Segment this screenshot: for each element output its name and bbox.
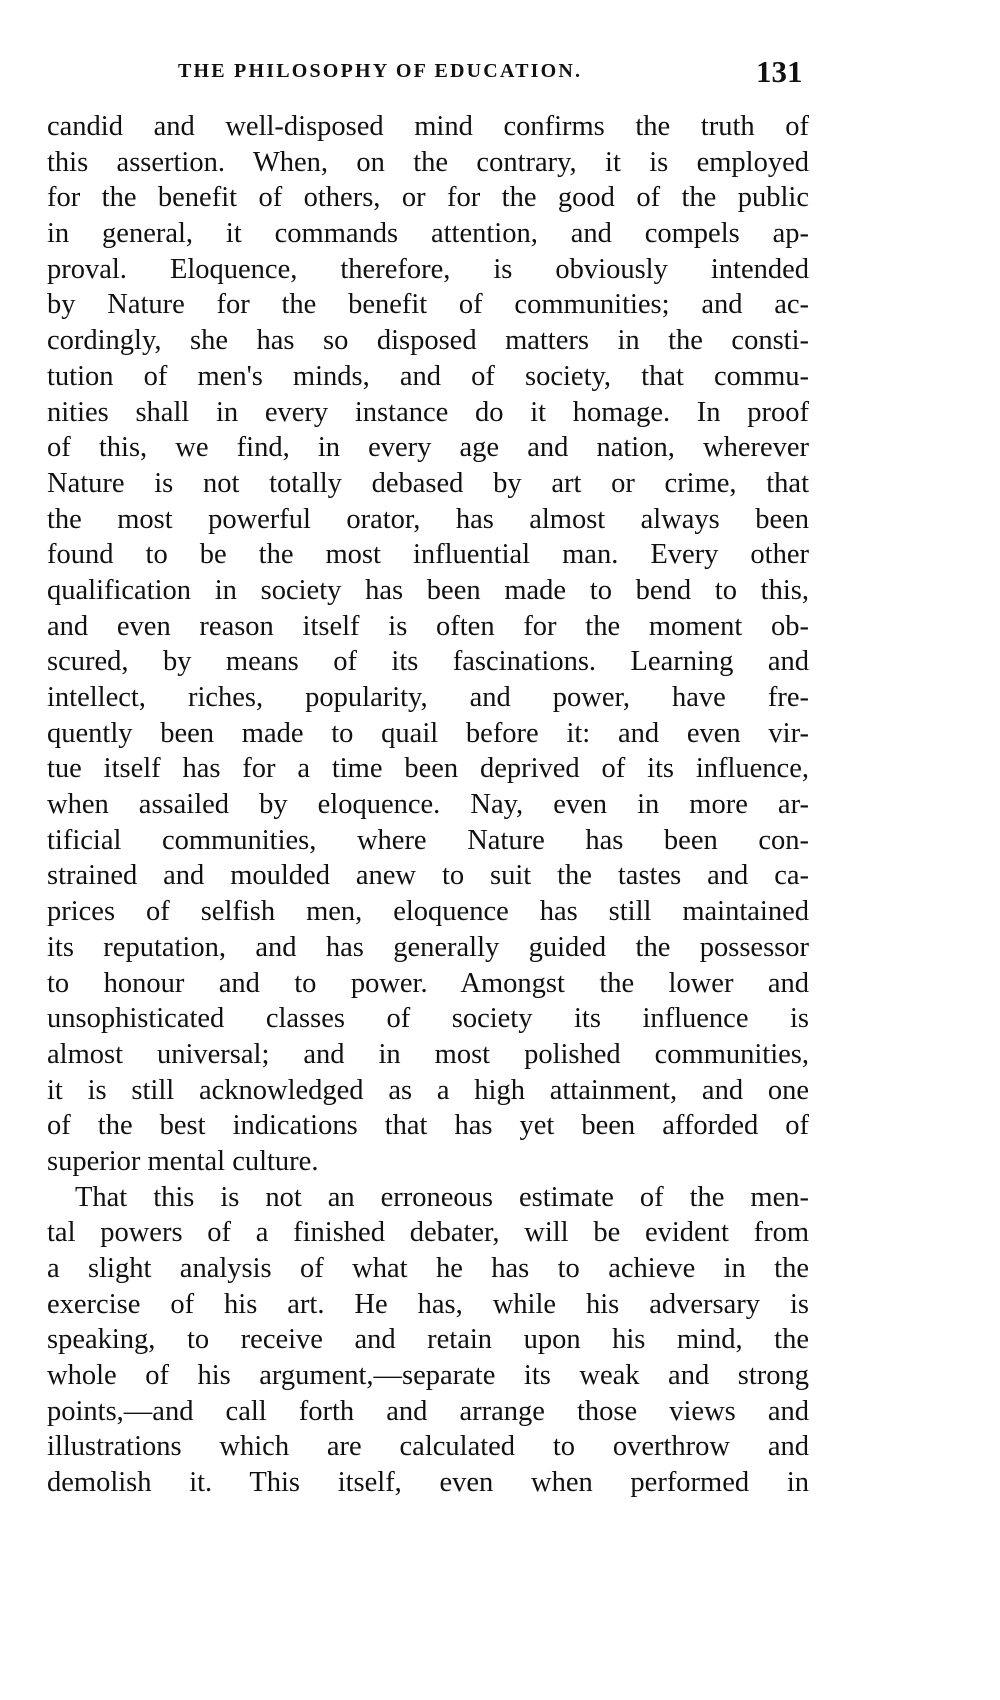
- text-line: tution of men's minds, and of society, that commu-: [47, 360, 809, 392]
- text-line: unsophisticated classes of society its influence is: [47, 1003, 809, 1035]
- text-line: by Nature for the benefit of communities; and ac-: [47, 289, 809, 321]
- text-line: to honour and to power. Amongst the lower and: [47, 967, 809, 999]
- text-line: when assailed by eloquence. Nay, even in more ar-: [47, 789, 809, 821]
- text-line: whole of his argument,—separate its weak and strong: [47, 1360, 809, 1392]
- text-line: almost universal; and in most polished communities,: [47, 1038, 809, 1070]
- text-line: intellect, riches, popularity, and power, have fre-: [47, 682, 809, 713]
- text-line: found to be the most influential man. Every other: [47, 539, 809, 571]
- text-line: That this is not an erroneous estimate of the men-: [75, 1181, 809, 1213]
- text-line: this assertion. When, on the contrary, it is employed: [47, 146, 809, 178]
- text-line: nities shall in every instance do it homage. In proof: [47, 396, 809, 428]
- body-text: [47, 109, 809, 1501]
- text-line: strained and moulded anew to suit the tastes and ca-: [47, 860, 809, 892]
- text-line: it is still acknowledged as a high attainment, and one: [47, 1074, 809, 1106]
- text-line: points,—and call forth and arrange those views and: [47, 1395, 809, 1427]
- text-line: speaking, to receive and retain upon his mind, the: [47, 1324, 809, 1356]
- text-line: candid and well-disposed mind confirms the truth of: [47, 111, 809, 142]
- text-line: demolish it. This itself, even when performed in: [47, 1467, 809, 1499]
- text-line: of the best indications that has yet been afforded of: [47, 1110, 809, 1142]
- text-line: prices of selfish men, eloquence has still maintained: [47, 896, 809, 928]
- text-line: of this, we find, in every age and nation, wherever: [47, 432, 809, 464]
- text-line: in general, it commands attention, and compels ap-: [47, 218, 809, 250]
- text-line: its reputation, and has generally guided the possessor: [47, 931, 809, 963]
- text-line: a slight analysis of what he has to achieve in the: [47, 1253, 809, 1284]
- page-number: 131: [756, 54, 803, 89]
- text-line: exercise of his art. He has, while his adversary is: [47, 1288, 809, 1320]
- text-line: tue itself has for a time been deprived of its influence,: [47, 753, 809, 785]
- paragraph: [47, 109, 809, 1180]
- text-line: superior mental culture.: [47, 1145, 319, 1177]
- text-line: for the benefit of others, or for the good of the public: [47, 182, 809, 214]
- text-line: the most powerful orator, has almost always been: [47, 503, 809, 535]
- text-line: and even reason itself is often for the moment ob-: [47, 610, 809, 642]
- text-line: scured, by means of its fascinations. Learning and: [47, 646, 809, 678]
- text-line: quently been made to quail before it: and even vir-: [47, 717, 809, 749]
- paragraph: [47, 1180, 809, 1501]
- text-line: proval. Eloquence, therefore, is obviously intended: [47, 253, 809, 285]
- running-head-title: THE PHILOSOPHY OF EDUCATION.: [178, 60, 583, 82]
- text-line: qualification in society has been made to bend to this,: [47, 574, 809, 606]
- text-line: illustrations which are calculated to overthrow and: [47, 1431, 809, 1463]
- text-line: Nature is not totally debased by art or crime, that: [47, 467, 809, 499]
- text-line: cordingly, she has so disposed matters in the consti-: [47, 325, 809, 357]
- text-line: tal powers of a finished debater, will be evident from: [47, 1217, 809, 1249]
- text-line: tificial communities, where Nature has been con-: [47, 824, 809, 856]
